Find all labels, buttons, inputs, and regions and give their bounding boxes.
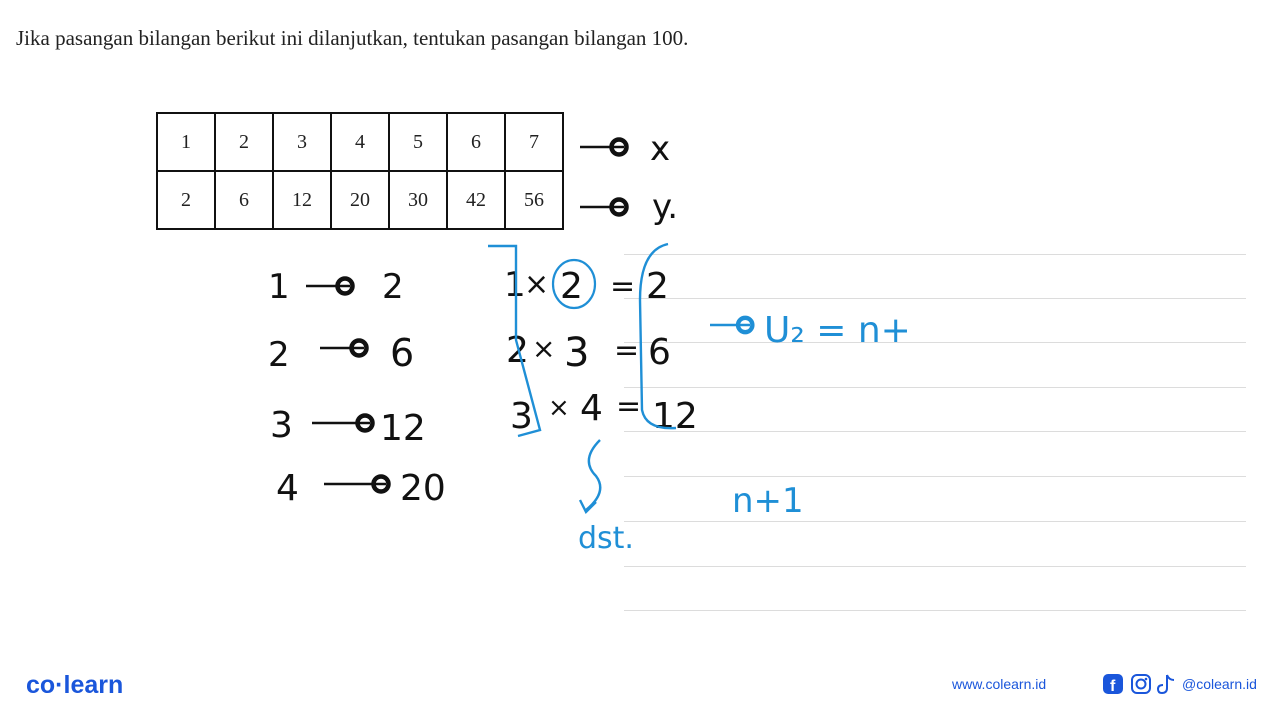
product-eq: = [614,333,640,368]
pair-right: 20 [400,468,446,509]
product-a: 3 [510,396,533,437]
product-eq: = [610,269,636,304]
table-cell: 7 [505,113,563,171]
product-res: 6 [648,332,671,373]
product-a: 1 [504,265,526,305]
product-b: 3 [564,330,590,376]
tiktok-icon[interactable] [1156,673,1176,695]
product-b: 2 [560,266,583,307]
formula-text: U₂ = n+ [764,310,911,351]
product-res: 2 [646,266,669,307]
product-list [504,260,698,437]
table-cell: 2 [215,113,273,171]
formula-text-2: n+1 [732,481,804,521]
product-op: × [532,332,556,365]
label-y: y. [652,187,679,227]
website-link[interactable]: www.colearn.id [952,676,1047,692]
brand-logo: co·learn [26,671,124,699]
table-cell: 56 [505,171,563,229]
pair-list [268,267,446,509]
pair-left: 4 [276,468,299,509]
table-cell: 4 [331,113,389,171]
table-cell: 42 [447,171,505,229]
instagram-icon[interactable] [1130,673,1152,695]
label-x: x [650,129,671,169]
table-cell: 5 [389,113,447,171]
question-text: Jika pasangan bilangan berikut ini dilanjutkan, tentukan pasangan bilangan 100. [16,26,689,50]
pair-right: 12 [380,408,426,449]
table-cell: 6 [447,113,505,171]
pair-left: 3 [270,405,293,446]
pair-right: 2 [382,267,404,307]
svg-text:f: f [1110,678,1116,695]
social-handle: @colearn.id [1182,676,1257,692]
table-cell: 3 [273,113,331,171]
table-cell: 20 [331,171,389,229]
table-cell: 12 [273,171,331,229]
table-cell: 30 [389,171,447,229]
pair-right: 6 [390,331,415,375]
product-a: 2 [506,330,529,371]
table-cell: 2 [157,171,215,229]
product-eq: = [616,389,642,424]
pair-left: 1 [268,267,290,307]
product-b: 4 [580,388,603,429]
dst-note: dst. [578,521,634,556]
pair-left: 2 [268,335,290,375]
facebook-icon[interactable] [1102,673,1124,695]
product-res: 12 [652,396,698,437]
table-cell: 1 [157,113,215,171]
table-cell: 6 [215,171,273,229]
continuation-squiggle [580,440,600,512]
product-op: × [524,267,550,302]
product-op: × [548,393,570,423]
